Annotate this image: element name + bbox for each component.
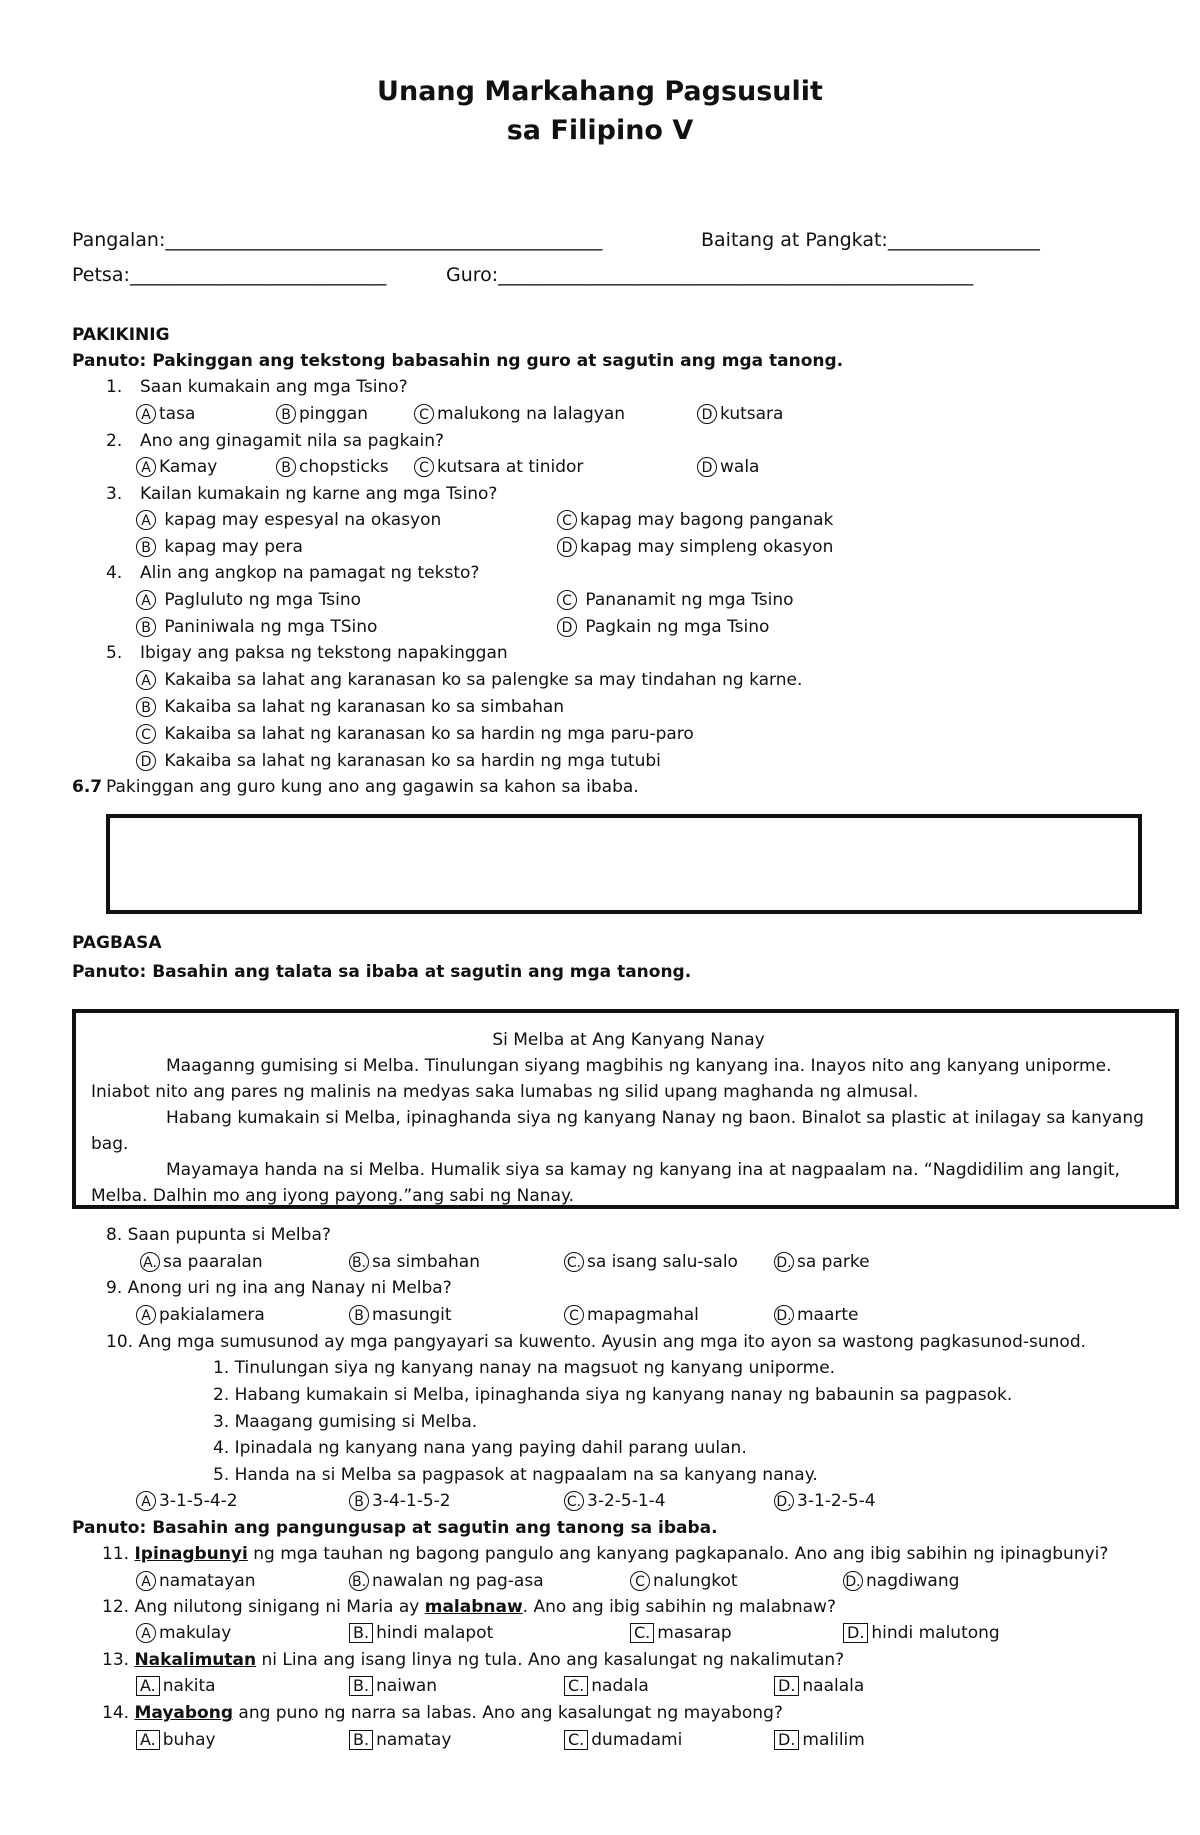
q10-choice-d[interactable]	[774, 1490, 876, 1512]
choice-letter: A	[136, 670, 156, 690]
q10-event: 3. Maagang gumising si Melba.	[213, 1412, 478, 1432]
q10-text: 10. Ang mga sumusunod ay mga pangyayari sa kuwento. Ayusin ang mga ito ayon sa wastong pagkasunod-sunod.	[106, 1332, 1087, 1352]
choice-letter: A	[136, 1623, 156, 1643]
choice-text: malilim	[802, 1730, 865, 1750]
choice-letter: C	[630, 1571, 650, 1591]
q12-text	[102, 1596, 836, 1618]
q4-text: Alin ang angkop na pamagat ng teksto?	[140, 563, 480, 583]
choice-letter: B.	[349, 1571, 369, 1591]
choice-letter: D	[697, 457, 717, 477]
q5-choice-c[interactable]	[136, 723, 694, 745]
q4-choice-a[interactable]	[136, 589, 361, 611]
choice-text: naalala	[802, 1676, 865, 1696]
guro-field[interactable]: Guro:__________________________________________________	[446, 264, 974, 286]
q13-choice-c[interactable]	[564, 1675, 649, 1697]
choice-letter: D.	[774, 1676, 799, 1696]
q4-number: 4.	[106, 563, 123, 583]
section-heading-pagbasa: PAGBASA	[72, 933, 162, 953]
q4-choice-b[interactable]	[136, 616, 377, 638]
choice-letter: C.	[564, 1730, 588, 1750]
choice-text: nalungkot	[653, 1571, 738, 1591]
q11-choice-b[interactable]	[349, 1570, 544, 1592]
choice-letter: A	[136, 590, 156, 610]
q1-number: 1.	[106, 377, 123, 397]
choice-letter: A	[136, 457, 156, 477]
choice-text: mapagmahal	[587, 1305, 699, 1325]
q3-choice-b[interactable]	[136, 536, 303, 558]
choice-letter: C	[414, 457, 434, 477]
choice-letter: D.	[843, 1623, 868, 1643]
q14-choice-c[interactable]	[564, 1729, 682, 1751]
q14-question: ang puno ng narra sa labas. Ano ang kasalungat ng mayabong?	[238, 1703, 783, 1723]
q10-choice-b[interactable]	[349, 1490, 451, 1512]
q12-question: . Ano ang ibig sabihin ng malabnaw?	[522, 1597, 836, 1617]
choice-text: kapag may simpleng okasyon	[580, 537, 834, 557]
choice-text: Kakaiba sa lahat ang karanasan ko sa palengke sa may tindahan ng karne.	[164, 670, 803, 690]
choice-text: pakialamera	[159, 1305, 265, 1325]
q14-number: 14.	[102, 1703, 130, 1723]
q3-choice-a[interactable]	[136, 509, 441, 531]
q13-choice-a[interactable]	[136, 1675, 216, 1697]
choice-text: Kakaiba sa lahat ng karanasan ko sa hardin ng mga paru-paro	[164, 724, 694, 744]
choice-text: Pagkain ng mga Tsino	[585, 617, 770, 637]
choice-letter: A	[136, 1305, 156, 1325]
choice-letter: B	[349, 1491, 369, 1511]
choice-letter: D	[557, 617, 577, 637]
q5-choice-b[interactable]	[136, 696, 564, 718]
q1-text: Saan kumakain ang mga Tsino?	[140, 377, 408, 397]
q11-keyword: Ipinagbunyi	[134, 1544, 248, 1564]
q13-number: 13.	[102, 1650, 130, 1670]
choice-letter: B	[136, 617, 156, 637]
choice-text: Kakaiba sa lahat ng karanasan ko sa simbahan	[164, 697, 565, 717]
q11-text	[102, 1543, 1108, 1565]
q9-choice-c[interactable]	[564, 1304, 699, 1326]
q14-keyword: Mayabong	[134, 1703, 233, 1723]
q13-keyword: Nakalimutan	[134, 1650, 257, 1670]
q3-number: 3.	[106, 484, 123, 504]
q9-choice-a[interactable]	[136, 1304, 265, 1326]
q14-choice-b[interactable]	[349, 1729, 451, 1751]
baitang-field[interactable]: Baitang at Pangkat:________________	[701, 229, 1040, 251]
q2-choice-d[interactable]	[697, 456, 759, 478]
choice-text: masarap	[657, 1623, 732, 1643]
pangalan-field[interactable]: Pangalan:______________________________________________	[72, 229, 603, 251]
choice-letter: C.	[564, 1252, 584, 1272]
petsa-field[interactable]: Petsa:___________________________	[72, 264, 387, 286]
choice-text: 3-1-2-5-4	[797, 1491, 876, 1511]
choice-letter: D	[697, 404, 717, 424]
choice-text: buhay	[162, 1730, 216, 1750]
q10-event: 5. Handa na si Melba sa pagpasok at nagpaalam na sa kanyang nanay.	[213, 1465, 818, 1485]
story-box	[72, 1009, 1179, 1209]
choice-letter: B	[276, 404, 296, 424]
choice-text: nawalan ng pag-asa	[372, 1571, 544, 1591]
choice-letter: B	[276, 457, 296, 477]
story-paragraph: Habang kumakain si Melba, ipinaghanda siya ng kanyang Nanay ng baon. Binalot sa plastic at inilagay sa kanyang bag.	[91, 1108, 1144, 1154]
story-text	[91, 1027, 1166, 1209]
choice-text: namatayan	[159, 1571, 256, 1591]
q11-choice-c[interactable]	[630, 1570, 738, 1592]
q67-number: 6.7	[72, 777, 103, 797]
panuto-pakikinig: Panuto: Pakinggan ang tekstong babasahin ng guro at sagutin ang mga tanong.	[72, 351, 844, 371]
q9-choice-b[interactable]	[349, 1304, 452, 1326]
q10-choice-a[interactable]	[136, 1490, 238, 1512]
q2-text: Ano ang ginagamit nila sa pagkain?	[140, 431, 445, 451]
q13-question: ni Lina ang isang linya ng tula. Ano ang kasalungat ng nakalimutan?	[261, 1650, 845, 1670]
q8-text: 8. Saan pupunta si Melba?	[106, 1225, 331, 1245]
q12-choice-b[interactable]	[349, 1622, 493, 1644]
q13-choice-b[interactable]	[349, 1675, 437, 1697]
q4-choice-c[interactable]	[557, 589, 794, 611]
choice-text: hindi malutong	[871, 1623, 1000, 1643]
q12-lead: 12. Ang nilutong sinigang ni Maria ay	[102, 1597, 420, 1617]
q2-choice-b[interactable]	[276, 456, 389, 478]
choice-letter: A	[136, 1491, 156, 1511]
q3-text: Kailan kumakain ng karne ang mga Tsino?	[140, 484, 498, 504]
choice-letter: C.	[564, 1676, 588, 1696]
choice-text: kapag may bagong panganak	[580, 510, 834, 530]
choice-text: sa paaralan	[163, 1252, 263, 1272]
choice-letter: D.	[774, 1305, 794, 1325]
choice-letter: C	[136, 724, 156, 744]
q8-choice-c[interactable]	[564, 1251, 738, 1273]
q12-choice-c[interactable]	[630, 1622, 732, 1644]
panuto-pagbasa: Panuto: Basahin ang talata sa ibaba at sagutin ang mga tanong.	[72, 962, 692, 982]
q5-number: 5.	[106, 643, 123, 663]
q8-choice-a[interactable]	[140, 1251, 263, 1273]
choice-letter: A.	[140, 1252, 160, 1272]
q12-choice-d[interactable]	[843, 1622, 1000, 1644]
choice-text: nadala	[591, 1676, 649, 1696]
choice-text: nagdiwang	[866, 1571, 960, 1591]
choice-letter: D	[557, 537, 577, 557]
choice-text: kutsara at tinidor	[437, 457, 584, 477]
choice-letter: D.	[843, 1571, 863, 1591]
choice-text: Pananamit ng mga Tsino	[585, 590, 794, 610]
q10-event: 2. Habang kumakain si Melba, ipinaghanda siya ng kanyang nanay ng babaunin sa pagpasok.	[213, 1385, 1013, 1405]
choice-text: chopsticks	[299, 457, 389, 477]
q11-number: 11.	[102, 1544, 130, 1564]
q13-text	[102, 1649, 844, 1671]
choice-letter: A.	[136, 1676, 160, 1696]
q14-choice-d[interactable]	[774, 1729, 865, 1751]
choice-text: Paniniwala ng mga TSino	[164, 617, 378, 637]
q12-keyword: malabnaw	[424, 1597, 523, 1617]
section-heading-pakikinig: PAKIKINIG	[72, 325, 170, 345]
q13-choice-d[interactable]	[774, 1675, 864, 1697]
choice-text: kapag may pera	[164, 537, 303, 557]
q5-text: Ibigay ang paksa ng tekstong napakinggan	[140, 643, 508, 663]
q8-choice-b[interactable]	[349, 1251, 480, 1273]
choice-text: naiwan	[376, 1676, 438, 1696]
story-title: Si Melba at Ang Kanyang Nanay	[492, 1030, 765, 1050]
choice-text: Kakaiba sa lahat ng karanasan ko sa hardin ng mga tutubi	[164, 751, 661, 771]
choice-letter: D.	[774, 1491, 794, 1511]
choice-letter: B.	[349, 1730, 373, 1750]
choice-text: tasa	[159, 404, 196, 424]
q1-choice-a[interactable]	[136, 403, 195, 425]
choice-letter: B.	[349, 1252, 369, 1272]
q9-choice-d[interactable]	[774, 1304, 859, 1326]
q9-text: 9. Anong uri ng ina ang Nanay ni Melba?	[106, 1278, 452, 1298]
choice-text: makulay	[159, 1623, 232, 1643]
q10-event: 4. Ipinadala ng kanyang nana yang paying dahil parang uulan.	[213, 1438, 747, 1458]
choice-text: pinggan	[299, 404, 369, 424]
choice-text: sa parke	[797, 1252, 870, 1272]
q3-choice-d[interactable]	[557, 536, 833, 558]
choice-text: sa isang salu-salo	[587, 1252, 738, 1272]
q8-choice-d[interactable]	[774, 1251, 870, 1273]
choice-letter: D.	[774, 1730, 799, 1750]
choice-letter: B.	[349, 1623, 373, 1643]
choice-letter: A	[136, 1571, 156, 1591]
q10-choice-c[interactable]	[564, 1490, 666, 1512]
story-paragraph: Mayamaya handa na si Melba. Humalik siya sa kamay ng kanyang ina at nagpaalam na. “Nagdidilim ang langit, Melba. Dalhin mo ang iyong payong.”ang sabi ng Nanay.	[91, 1160, 1120, 1206]
choice-letter: C.	[630, 1623, 654, 1643]
choice-text: maarte	[797, 1305, 859, 1325]
q3-choice-c[interactable]	[557, 509, 833, 531]
choice-text: 3-1-5-4-2	[159, 1491, 238, 1511]
q11-choice-a[interactable]	[136, 1570, 256, 1592]
choice-letter: A	[136, 510, 156, 530]
choice-text: sa simbahan	[372, 1252, 480, 1272]
choice-letter: C.	[564, 1491, 584, 1511]
q12-choice-a[interactable]	[136, 1622, 231, 1644]
choice-text: dumadami	[591, 1730, 683, 1750]
choice-letter: D	[136, 751, 156, 771]
choice-letter: B.	[349, 1676, 373, 1696]
choice-letter: C	[564, 1305, 584, 1325]
choice-letter: C	[414, 404, 434, 424]
q1-choice-c[interactable]	[414, 403, 625, 425]
choice-letter: B	[136, 537, 156, 557]
choice-letter: B	[136, 697, 156, 717]
choice-text: hindi malapot	[376, 1623, 494, 1643]
choice-letter: A.	[136, 1730, 160, 1750]
choice-letter: C	[557, 590, 577, 610]
q1-choice-d[interactable]	[697, 403, 783, 425]
choice-letter: C	[557, 510, 577, 530]
choice-text: malukong na lalagyan	[437, 404, 626, 424]
answer-box[interactable]	[106, 814, 1142, 914]
choice-text: kapag may espesyal na okasyon	[164, 510, 442, 530]
choice-text: kutsara	[720, 404, 784, 424]
choice-letter: D.	[774, 1252, 794, 1272]
choice-letter: B	[349, 1305, 369, 1325]
choice-text: namatay	[376, 1730, 452, 1750]
q14-text	[102, 1702, 783, 1724]
page-title: Unang Markahang Pagsusulit	[377, 76, 823, 107]
q14-choice-a[interactable]	[136, 1729, 216, 1751]
q2-choice-c[interactable]	[414, 456, 583, 478]
choice-letter: A	[136, 404, 156, 424]
q67-text: Pakinggan ang guro kung ano ang gagawin sa kahon sa ibaba.	[106, 777, 639, 797]
q11-choice-d[interactable]	[843, 1570, 959, 1592]
choice-text: wala	[720, 457, 760, 477]
q5-choice-a[interactable]	[136, 669, 802, 691]
choice-text: 3-2-5-1-4	[587, 1491, 666, 1511]
choice-text: 3-4-1-5-2	[372, 1491, 451, 1511]
q4-choice-d[interactable]	[557, 616, 769, 638]
q5-choice-d[interactable]	[136, 750, 661, 772]
choice-text: Kamay	[159, 457, 218, 477]
q2-number: 2.	[106, 431, 123, 451]
choice-text: nakita	[162, 1676, 216, 1696]
choice-text: Pagluluto ng mga Tsino	[164, 590, 362, 610]
panuto-pangungusap: Panuto: Basahin ang pangungusap at sagutin ang tanong sa ibaba.	[72, 1518, 718, 1538]
page-subtitle: sa Filipino V	[506, 115, 694, 146]
q2-choice-a[interactable]	[136, 456, 217, 478]
q10-event: 1. Tinulungan siya ng kanyang nanay na magsuot ng kanyang uniporme.	[213, 1358, 836, 1378]
story-paragraph: Maaganng gumising si Melba. Tinulungan siyang magbihis ng kanyang ina. Inayos nito ang kanyang uniporme. Iniabot nito ang pares ng malinis na medyas saka lumabas ng silid upang maghanda ng almusal.	[91, 1056, 1112, 1102]
q11-question: ng mga tauhan ng bagong pangulo ang kanyang pagkapanalo. Ano ang ibig sabihin ng ipinagbunyi?	[253, 1544, 1109, 1564]
choice-text: masungit	[372, 1305, 452, 1325]
q1-choice-b[interactable]	[276, 403, 368, 425]
